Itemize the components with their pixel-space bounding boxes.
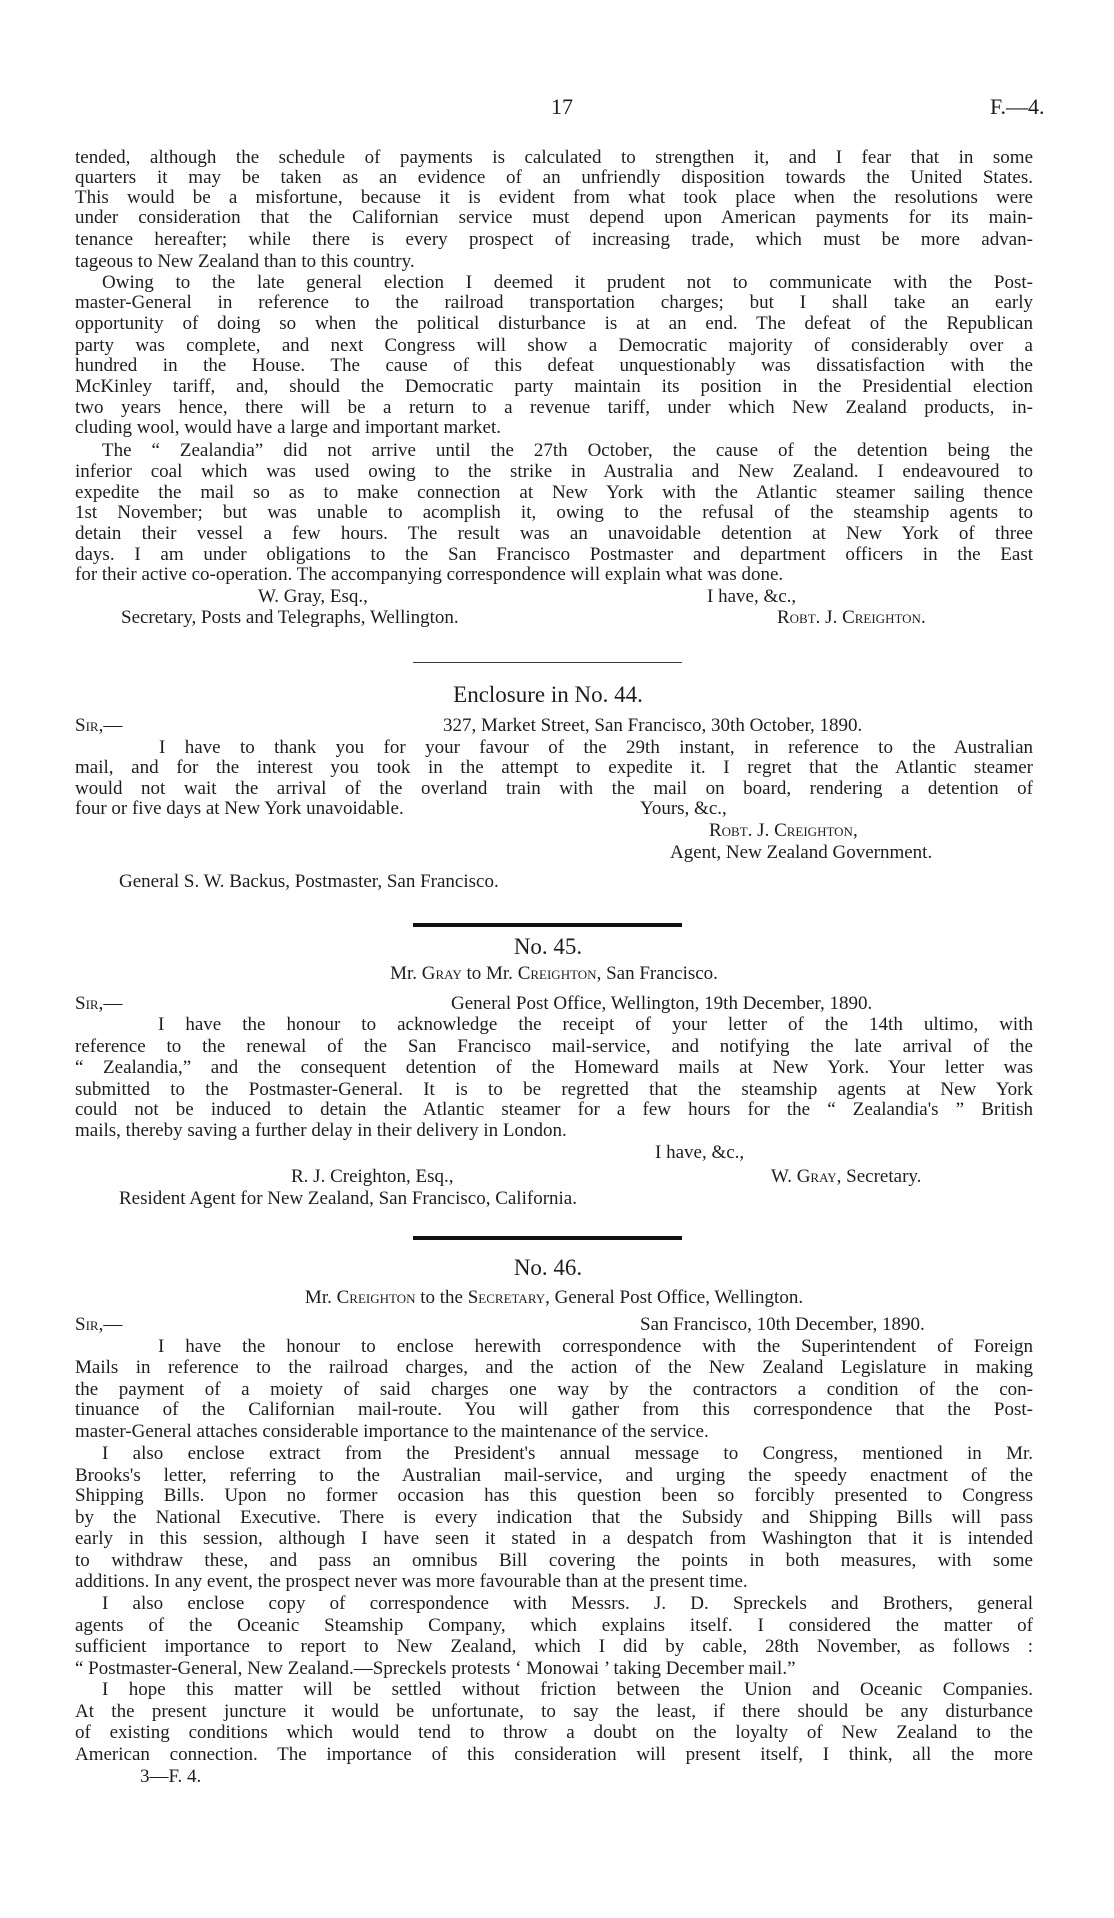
text-line: master-General attaches considerable importance to the maintenance of the service. — [75, 1421, 709, 1442]
section-divider — [413, 1236, 682, 1240]
signature-name: W. Gray — [771, 1166, 837, 1187]
document-reference: F.—4. — [990, 94, 1045, 119]
text-line: would not wait the arrival of the overland train with the mail on board, rendering a detention of — [75, 778, 1033, 799]
text-line: I have the honour to enclose herewith correspondence with the Superintendent of Foreign — [158, 1336, 1033, 1357]
signature-title: Agent, New Zealand Government. — [670, 842, 933, 863]
address-date: General Post Office, Wellington, 19th December, 1890. — [451, 993, 873, 1014]
text-line: additions. In any event, the prospect never was more favourable than at the present time. — [75, 1571, 748, 1592]
text-line: I also enclose extract from the President's annual message to Congress, mentioned in Mr. — [102, 1443, 1033, 1464]
subtitle-part: Creighton — [336, 1287, 416, 1308]
text-line: inferior coal which was used owing to the strike in Australia and New Zealand. I endeavoured to — [75, 461, 1033, 482]
signature: Robt. J. Creighton, — [709, 820, 858, 841]
text-line: McKinley tariff, and, should the Democratic party maintain its position in the Presidential election — [75, 376, 1033, 397]
text-line: party was complete, and next Congress will show a Democratic majority of considerably over a — [75, 335, 1033, 356]
closing: I have, &c., — [655, 1142, 745, 1163]
text-line: tageous to New Zealand than to this country. — [75, 251, 415, 272]
section-divider — [413, 923, 682, 927]
subtitle-part: Mr. — [304, 1287, 337, 1308]
text-line: sufficient importance to report to New Zealand, which I did by cable, 28th November, as follows : — [75, 1636, 1033, 1657]
subtitle-part: Gray — [421, 963, 462, 984]
section-subtitle — [75, 1287, 1033, 1309]
addressee: W. Gray, Esq., — [258, 586, 368, 607]
text-line: tinuance of the Californian mail-route. You will gather from this correspondence that the Post- — [75, 1399, 1033, 1420]
text-line: detain their vessel a few hours. The result was an unavoidable detention at New York of three — [75, 523, 1033, 544]
section-heading: No. 46. — [513, 1255, 583, 1280]
signature — [771, 1166, 921, 1188]
salutation: Sir,— — [75, 993, 123, 1014]
text-line: days. I am under obligations to the San Francisco Postmaster and department officers in the East — [75, 544, 1033, 565]
text-line: opportunity of doing so when the political disturbance is at an end. The defeat of the Republican — [75, 313, 1033, 334]
text-line: four or five days at New York unavoidable. — [75, 798, 404, 819]
text-line: I also enclose copy of correspondence with Messrs. J. D. Spreckels and Brothers, general — [102, 1593, 1033, 1614]
text-line: cluding wool, would have a large and important market. — [75, 417, 501, 438]
text-line: Shipping Bills. Upon no former occasion has this question been so forcibly presented to Congress — [75, 1485, 1033, 1506]
text-line: American connection. The importance of this consideration will present itself, I think, all the more — [75, 1744, 1033, 1765]
text-line: tenance hereafter; while there is every prospect of increasing trade, which must be more advan- — [75, 229, 1033, 250]
page-number: 17 — [551, 94, 573, 119]
signature: Robt. J. Creighton. — [777, 607, 926, 628]
text-line: Brooks's letter, referring to the Australian mail-service, and urging the speedy enactment of the — [75, 1465, 1033, 1486]
text-line: “ Postmaster-General, New Zealand.—Spreckels protests ‘ Monowai ’ taking December mail.” — [75, 1658, 796, 1679]
text-line: quarters it may be taken as an evidence of an unfriendly disposition towards the United States. — [75, 167, 1033, 188]
subtitle-part: , General Post Office, Wellington. — [545, 1287, 804, 1308]
addressee-office: Secretary, Posts and Telegraphs, Wellington. — [121, 607, 459, 628]
addressee: R. J. Creighton, Esq., — [291, 1166, 454, 1187]
subtitle-part: to Mr. — [461, 963, 518, 984]
sheet-mark: 3—F. 4. — [140, 1766, 202, 1787]
salutation: Sir,— — [75, 1314, 123, 1335]
text-line: mail, and for the interest you took in the attempt to expedite it. I regret that the Atlantic steamer — [75, 757, 1033, 778]
text-line: two years hence, there will be a return to a revenue tariff, under which New Zealand products, in- — [75, 397, 1033, 418]
section-heading: Enclosure in No. 44. — [453, 682, 643, 707]
subtitle-part: Secretary — [467, 1287, 546, 1308]
addressee-title: Resident Agent for New Zealand, San Francisco, California. — [119, 1188, 577, 1209]
text-line: agents of the Oceanic Steamship Company, which explains itself. I considered the matter of — [75, 1615, 1033, 1636]
text-line: I have to thank you for your favour of the 29th instant, in reference to the Australian — [159, 737, 1033, 758]
text-line: I hope this matter will be settled without friction between the Union and Oceanic Companies. — [102, 1679, 1033, 1700]
subtitle-part: , San Francisco. — [596, 963, 718, 984]
subtitle-part: Mr. — [390, 963, 422, 984]
address-date: San Francisco, 10th December, 1890. — [640, 1314, 925, 1335]
text-line: for their active co-operation. The accompanying correspondence will explain what was done. — [75, 564, 784, 585]
section-heading: No. 45. — [513, 934, 583, 959]
text-line: under consideration that the Californian service must depend upon American payments for its main- — [75, 207, 1033, 228]
text-line: 1st November; but was unable to acomplish it, owing to the refusal of the steamship agents to — [75, 502, 1033, 523]
text-line: to withdraw these, and pass an omnibus Bill covering the points in both measures, with some — [75, 1550, 1033, 1571]
text-line: hundred in the House. The cause of this defeat unquestionably was dissatisfaction with the — [75, 355, 1033, 376]
text-line: by the National Executive. There is every indication that the Subsidy and Shipping Bills will pass — [75, 1507, 1033, 1528]
text-line: expedite the mail so as to make connection at New York with the Atlantic steamer sailing thence — [75, 482, 1033, 503]
subtitle-part: to the — [415, 1287, 468, 1308]
text-line: the payment of a moiety of said charges one way by the contractors a condition of the con- — [75, 1379, 1033, 1400]
subtitle-part: Creighton — [517, 963, 597, 984]
salutation: Sir,— — [75, 715, 123, 736]
text-line: master-General in reference to the railroad transportation charges; but I shall take an early — [75, 292, 1033, 313]
section-subtitle — [75, 963, 1033, 985]
text-line: mails, thereby saving a further delay in their delivery in London. — [75, 1120, 567, 1141]
text-line: early in this session, although I have seen it stated in a despatch from Washington that it is intended — [75, 1528, 1033, 1549]
text-line: Mails in reference to the railroad charges, and the action of the New Zealand Legislature in making — [75, 1357, 1033, 1378]
address-date: 327, Market Street, San Francisco, 30th October, 1890. — [443, 715, 863, 736]
text-line: I have the honour to acknowledge the receipt of your letter of the 14th ultimo, with — [158, 1014, 1033, 1035]
text-line: of existing conditions which would tend to throw a doubt on the loyalty of New Zealand to the — [75, 1722, 1033, 1743]
text-line: “ Zealandia,” and the consequent detention of the Homeward mails at New York. Your letter was — [75, 1057, 1033, 1078]
addressee: General S. W. Backus, Postmaster, San Francisco. — [119, 871, 499, 892]
text-line: Owing to the late general election I deemed it prudent not to communicate with the Post- — [102, 272, 1033, 293]
text-line: reference to the renewal of the San Francisco mail-service, and notifying the late arrival of the — [75, 1036, 1033, 1057]
text-line: could not be induced to detain the Atlantic steamer for a few hours for the “ Zealandia's ” British — [75, 1099, 1033, 1120]
text-line: At the present juncture it would be unfortunate, to say the least, if there should be any disturbance — [75, 1701, 1033, 1722]
closing: I have, &c., — [707, 586, 797, 607]
section-divider — [413, 662, 682, 663]
text-line: tended, although the schedule of payments is calculated to strengthen it, and I fear that in some — [75, 147, 1033, 168]
signature-title: , Secretary. — [836, 1166, 922, 1187]
text-line: This would be a misfortune, because it is evident from what took place when the resolutions were — [75, 187, 1033, 208]
text-line: The “ Zealandia” did not arrive until the 27th October, the cause of the detention being the — [102, 440, 1033, 461]
text-line: submitted to the Postmaster-General. It is to be regretted that the steamship agents at New York — [75, 1079, 1033, 1100]
closing: Yours, &c., — [640, 798, 727, 819]
